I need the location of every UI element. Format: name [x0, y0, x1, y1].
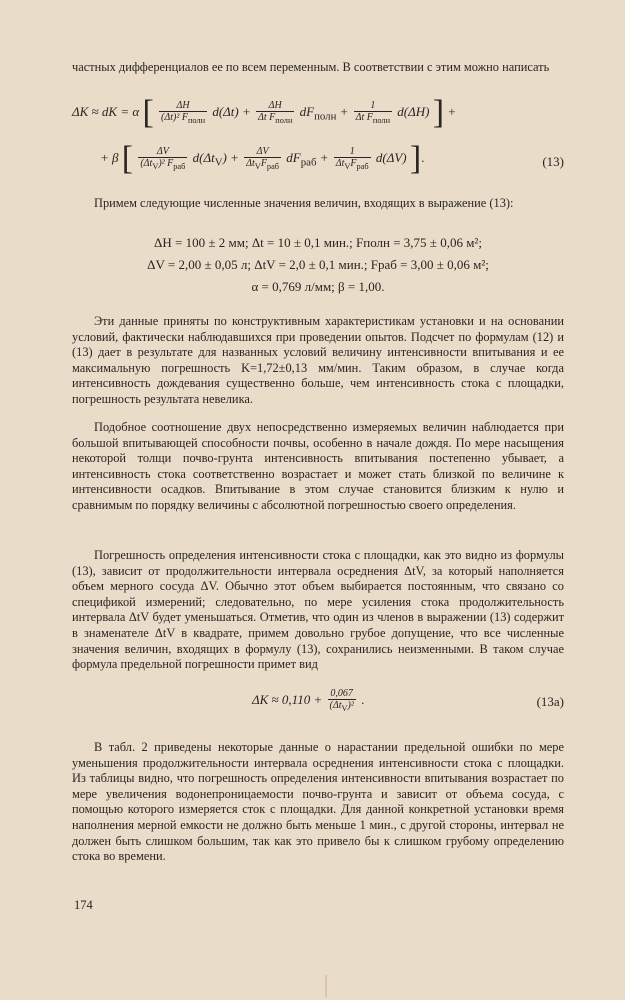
values-block [72, 232, 564, 298]
formula-beta: + β [100, 149, 119, 165]
values-row-1: ΔH = 100 ± 2 мм; Δt = 10 ± 0,1 мин.; Fполн = 3,75 ± 0,06 м²; [154, 235, 482, 250]
paragraph-3: Погрешность определения интенсивности стока с площадки, как это видно из формулы (13), зависит от продолжительности интервала осреднения ΔtV, за который наполняется объем мерного сосуда ΔV. Обычно этот объем выбирается постоянным, что связано со спецификой измерений; следовательно, по мере усиления стока продолжительность интервала ΔtV будет уменьшаться. Отметив, что один из членов в выражении (13) содержит в знаменателе ΔtV в квадрате, примем довольно грубое допущение, что все численные значения величин, входящих в формулу (13), сохранились неизменными. В таком случае формула предельной погрешности примет вид [72, 548, 564, 672]
fraction: $\frac{\Delta H}{(\Delta t)^2 F_{полн}}$ [161, 100, 206, 125]
formula-dot: . [361, 691, 365, 707]
fraction: $\frac{0,067}{(\Delta t_V)^2}$ [329, 688, 354, 713]
paragraph-4: В табл. 2 приведены некоторые данные о нарастании предельной ошибки по мере уменьшения продолжительности интервала осреднения интенсивности стока с площадки. Из таблицы видно, что погрешность определения интенсивности впитывания возрастает по мере увеличения водонепроницаемости почво-грунта и зависит от объема сосуда, с помощью которого измеряется сток с площадки. Для данной конкретной установки время наполнения мерной емкости не должно быть меньше 1 мин., с другой стороны, интервал не должен быть слишком большим, так как это привело бы к слишком грубому определению стока во времени. [72, 740, 564, 864]
fraction: $\frac{1}{\Delta t F_{полн}}$ [355, 100, 391, 125]
fraction: $\frac{1}{\Delta t_VF_{раб}}$ [335, 146, 369, 171]
fraction: $\frac{\Delta H}{\Delta t F_{полн}}$ [258, 100, 293, 125]
equation-number-13a: (13a) [536, 694, 564, 709]
fraction: $\frac{\Delta V}{(\Delta t_V)^2 F_{раб}}$ [140, 146, 186, 171]
differential: $dF_{раб}$ [286, 149, 317, 169]
paragraph-1: Эти данные приняты по конструктивным характеристикам установки и на основании условий, фактически наблюдавшихся при проведении опытов. Подсчет по формулам (12) и (13) дает в результате для названных условий величину интенсивности впитывания и ее максимальную погрешность K=1,72±0,13 мм/мин. Таким образом, в случае когда интенсивность дождевания существенно больше, чем интенсивность стока с площадки, погрешность результата невелика. [72, 314, 564, 406]
fraction: $\frac{\Delta V}{\Delta t_VF_{раб}}$ [246, 146, 280, 171]
bracket-open: [ [121, 140, 134, 177]
bracket-close: ] [409, 140, 422, 177]
values-row-2: ΔV = 2,00 ± 0,05 л; ΔtV = 2,0 ± 0,1 мин.; Fраб = 3,00 ± 0,06 м²; [147, 257, 489, 272]
plus-sign: + [319, 149, 329, 165]
differential: d(ΔH) [397, 103, 430, 119]
bracket-open: [ [142, 94, 154, 131]
paper-mark [325, 975, 327, 997]
differential: d(ΔV) [375, 149, 407, 165]
formula-lhs: ΔK ≈ dK = α [72, 103, 140, 119]
differential: $dF_{полн}$ [299, 103, 337, 123]
formula-13a [72, 688, 564, 714]
bracket-close: ] [432, 94, 445, 131]
equation-number-13: (13) [542, 154, 564, 169]
plus-sign: + [339, 103, 349, 119]
differential: $d(\Delta t_V)$ + [192, 149, 239, 169]
example-intro: Примем следующие численные значения величин, входящих в выражение (13): [94, 196, 514, 210]
intro-text: частных дифференциалов ее по всем переменным. В соответствии с этим можно написать [72, 60, 550, 74]
plus-sign: + [447, 103, 457, 119]
values-row-3: α = 0,769 л/мм; β = 1,00. [251, 279, 385, 294]
paragraph-2: Подобное соотношение двух непосредственно измеряемых величин наблюдается при большой впитывающей способности почвы, особенно в начале дождя. По мере насыщения некоторой толщи почво-грунта интенсивность впитывания постепенно убывает, а интенсивность стока соответственно возрастает и может стать близкой по величине к интенсивности осадков. Впитывание в этом случае становится близким к нулю и сравнимым по порядку величины с абсолютной погрешностью своего определения. [72, 420, 564, 512]
formula-lhs: ΔK ≈ 0,110 + [252, 691, 323, 707]
formula-13-line-1 [72, 96, 564, 130]
differential: d(Δt) + [212, 103, 251, 119]
formula-13-line-2: + β [ $\frac{\Delta V}{(\Delta t_V)^2 F_{раб}}$ $d(\Delta t_V)$ + $\frac{\Delta V}{\Delta t_VF_{раб}}$ $dF_{раб}$ + $\frac{1}{\Delta t_VF_{раб}}$ d(ΔV) ]. (13) [100, 140, 564, 177]
page-number: 174 [74, 898, 93, 912]
